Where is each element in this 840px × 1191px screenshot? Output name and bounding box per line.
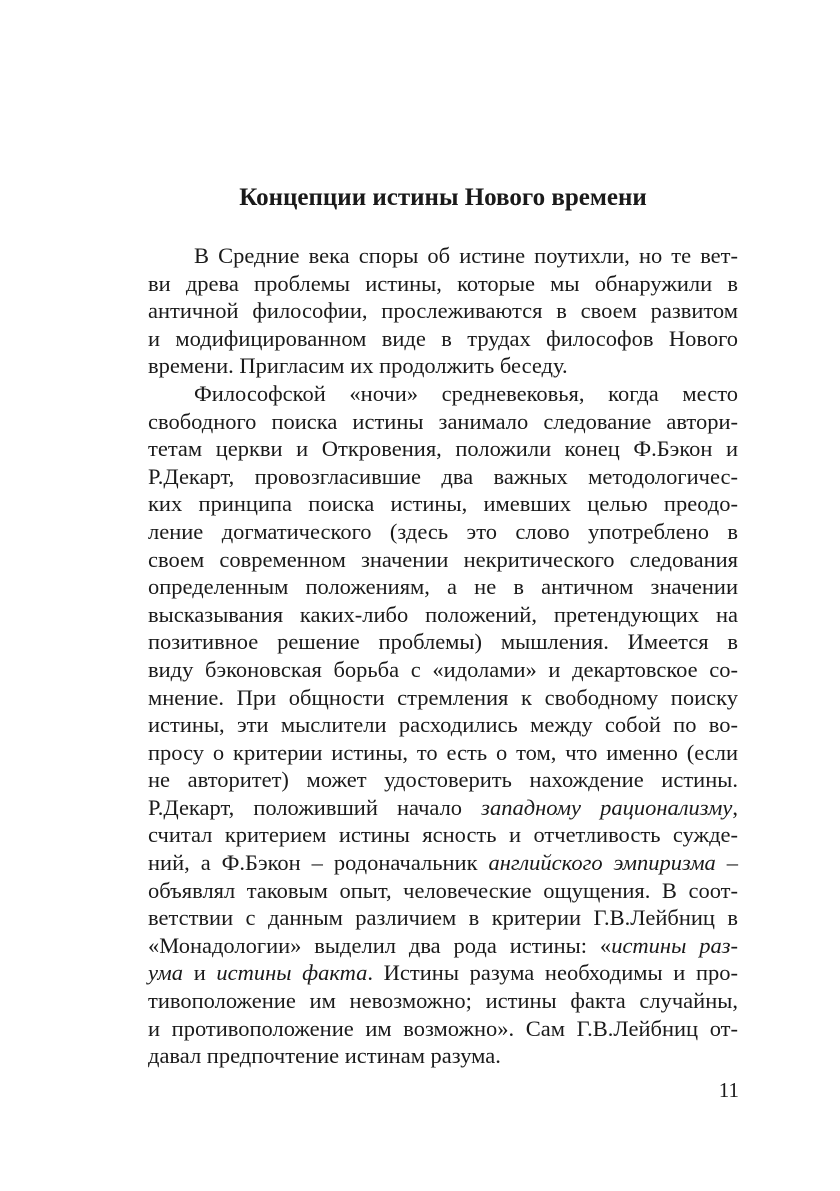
- text-line: высказывания каких-либо положений, претендующих на: [148, 601, 738, 627]
- text-line: просу о критерии истины, то есть о том, что именно (если: [148, 739, 738, 765]
- text-line: времени. Пригласим их продолжить беседу.: [148, 353, 568, 379]
- paragraph: [148, 242, 738, 380]
- text-line: ветствии с данным различием в критерии Г.В.Лейбниц в: [148, 905, 738, 931]
- text-line: и модифицированном виде в трудах философов Нового: [148, 325, 738, 351]
- italic-term: западному рационализму: [481, 794, 733, 820]
- text-line: [148, 959, 738, 987]
- text-line: Р.Декарт, провозгласившие два важных методологичес-: [148, 463, 738, 489]
- paragraph: [148, 380, 738, 1070]
- text-line: считал критерием истины ясность и отчетливость сужде-: [148, 822, 738, 848]
- text-line: позитивное решение проблемы) мышления. Имеется в: [148, 629, 738, 655]
- text-segment: «Монадологии» выделил два рода истины: «: [148, 932, 612, 958]
- text-line: В Средние века споры об истине поутихли, но те вет-: [194, 243, 738, 268]
- text-line: объявлял таковым опыт, человеческие ощущения. В соот-: [148, 877, 738, 903]
- text-line: мнение. При общности стремления к свободному поиску: [148, 684, 738, 710]
- text-line: тивоположение им невозможно; истины факта случайны,: [148, 988, 738, 1014]
- text-line: [148, 932, 738, 960]
- italic-term: истины раз-: [611, 932, 738, 958]
- text-segment: . Истины разума необходимы и про-: [367, 960, 738, 986]
- text-line: свободного поиска истины занимало следование автори-: [148, 408, 738, 434]
- text-line: [148, 849, 738, 877]
- text-line: истины, эти мыслители расходились между собой по во-: [148, 712, 738, 738]
- text-segment: ний, а Ф.Бэкон – родоначальник: [148, 850, 489, 876]
- page-number: 11: [718, 1078, 739, 1102]
- text-line: ление догматического (здесь это слово употреблено в: [148, 518, 738, 544]
- text-line: виду бэконовская борьба с «идолами» и декартовское со-: [148, 656, 738, 682]
- text-line: ви древа проблемы истины, которые мы обнаружили в: [148, 270, 738, 296]
- text-line: определенным положениям, а не в античном значении: [148, 574, 738, 600]
- text-line: не авторитет) может удостоверить нахождение истины.: [148, 767, 738, 793]
- text-line: своем современном значении некритического следования: [148, 546, 738, 572]
- text-line: Философской «ночи» средневековья, когда место: [194, 380, 738, 406]
- italic-term: истины факта: [216, 960, 368, 986]
- text-segment: Р.Декарт, положивший начало: [148, 794, 482, 820]
- text-segment: ,: [732, 794, 738, 820]
- text-line: античной философии, прослеживаются в своем развитом: [148, 298, 738, 324]
- chapter-title: Концепции истины Нового времени: [239, 184, 647, 211]
- text-segment: и: [183, 960, 217, 986]
- text-line: тетам церкви и Откровения, положили конец Ф.Бэкон и: [148, 436, 738, 462]
- text-line: ких принципа поиска истины, имевших целью преодо-: [148, 491, 738, 517]
- text-line: [148, 794, 738, 822]
- body-text: [148, 242, 738, 1070]
- text-line: и противоположение им возможно». Сам Г.В.Лейбниц от-: [148, 1015, 738, 1041]
- italic-term: ума: [148, 960, 184, 986]
- text-segment: –: [715, 850, 739, 876]
- text-line: давал предпочтение истинам разума.: [148, 1043, 501, 1069]
- italic-term: английского эмпиризма: [488, 850, 716, 876]
